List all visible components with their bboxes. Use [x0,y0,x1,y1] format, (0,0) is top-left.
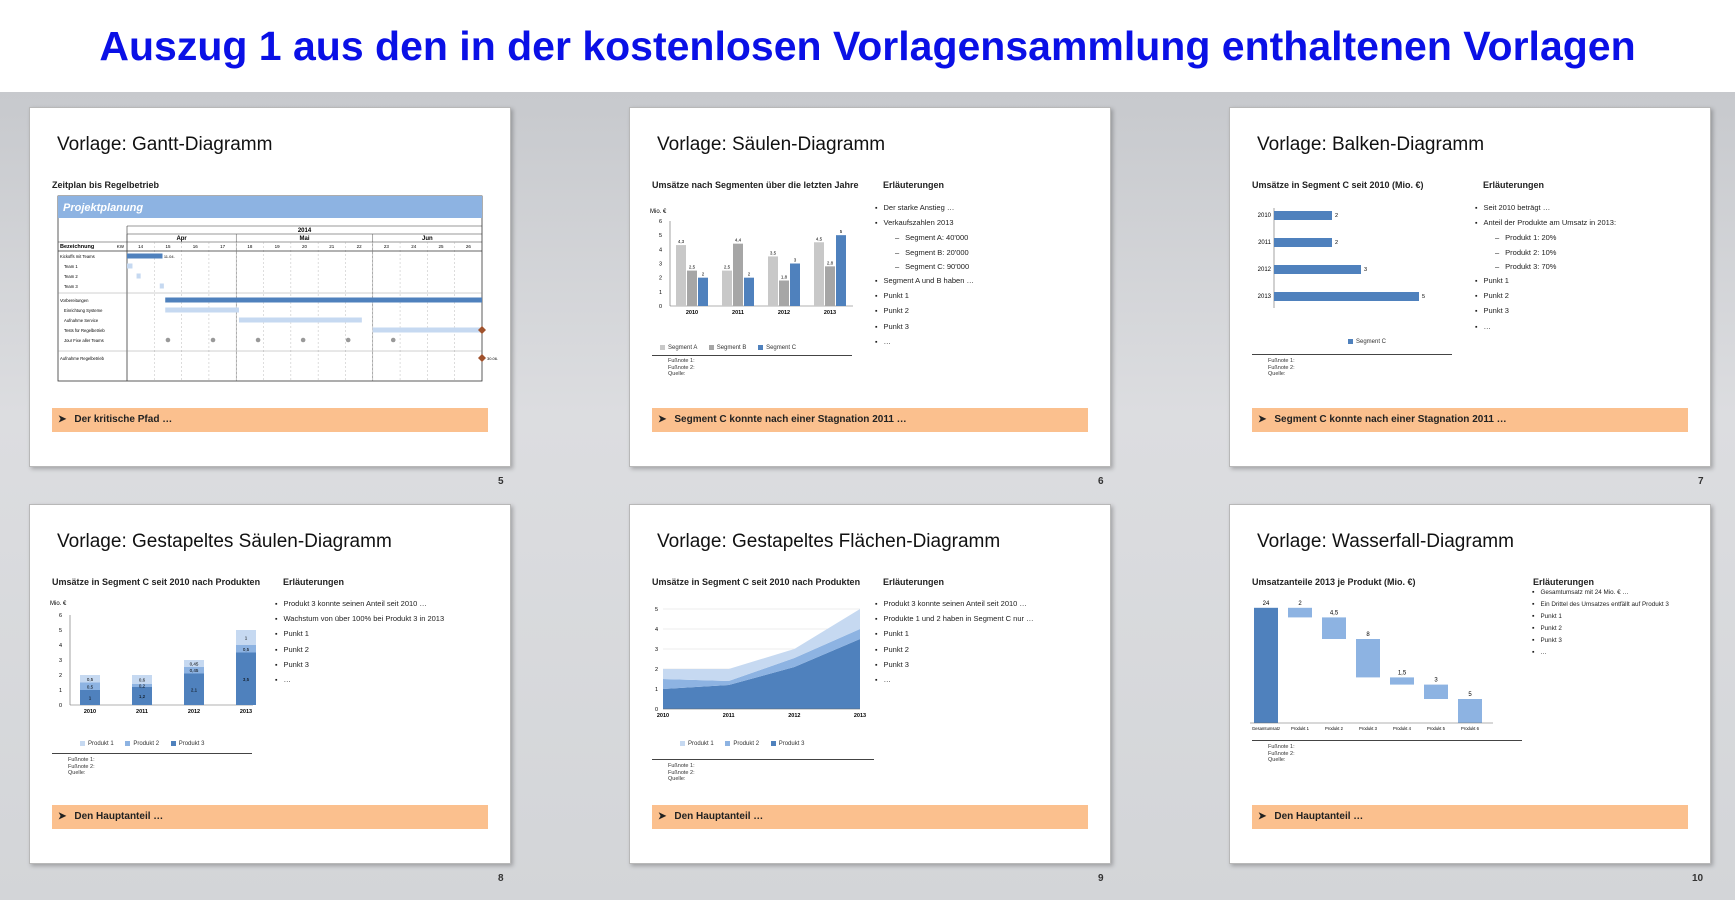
legend-swatch [1348,339,1353,344]
page-number: 5 [498,476,504,487]
bullet-item: ▪ Punkt 1 [275,627,444,642]
x-tick-label: 2011 [136,709,148,715]
data-label: 0,5 [86,684,94,690]
bullet-item: ▪ Segment A und B haben … [875,274,974,289]
waterfall-bar [1458,699,1482,723]
chart-legend [80,741,204,747]
chart-title: Umsatzanteile 2013 je Produkt (Mio. €) [1252,577,1416,587]
data-label: 0,6 [138,677,146,683]
bullet-item: ▪ Gesamtumsatz mit 24 Mio. € … [1532,587,1669,599]
bar [779,281,789,307]
y-tick-label: 1 [58,688,62,694]
x-tick-label: 2012 [187,709,201,715]
arrow-right-icon: ➤ [58,811,67,822]
explanation-bullets [1532,587,1669,659]
bar [744,278,754,306]
bar [676,245,686,306]
legend-label: Produkt 3 [778,741,805,748]
data-label: 2,5 [723,264,731,270]
bullet-item: ▪ Punkt 2 [875,304,974,319]
bar [1274,238,1332,247]
jour-fixe-dot [391,338,396,343]
callout-text: Den Hauptanteil … [674,811,764,822]
bullet-item: ▪ … [1475,320,1616,335]
explanation-bullets [1475,201,1616,335]
explanation-bullets [875,597,1034,688]
y-tick-label: 2012 [1257,267,1271,273]
gantt-row-label: Team 1 [64,264,78,269]
page-number: 7 [1698,476,1704,487]
y-tick-label: 5 [58,628,62,634]
callout-text: Segment C konnte nach einer Stagnation 2011 … [1274,414,1507,425]
legend-label: Produkt 2 [133,741,160,748]
x-tick-label: Produkt 2 [1325,726,1343,731]
footnotes: Fußnote 1: Fußnote 2: Quelle: [1268,358,1295,377]
footnote-divider [52,753,252,754]
x-tick-label: Produkt 1 [1291,726,1309,731]
x-tick-label: 2012 [788,713,801,719]
slide-title: Vorlage: Balken-Diagramm [1257,134,1485,155]
callout-box [52,805,488,829]
arrow-right-icon: ➤ [1258,414,1267,425]
gantt-week: 18 [247,244,253,249]
arrow-right-icon: ➤ [658,811,667,822]
gantt-week: 24 [411,244,417,249]
bullet-item: ▪ Punkt 1 [875,627,1034,642]
y-tick-label: 0 [654,707,658,713]
gantt-bar [165,298,482,303]
legend-label: Produkt 1 [88,741,114,748]
legend-swatch [709,345,714,350]
callout-box [52,408,488,432]
y-tick-label: 6 [58,613,62,619]
waterfall-chart [1248,593,1518,738]
stacked-area-chart [648,597,868,725]
data-label: 1 [244,635,248,641]
y-tick-label: 2010 [1257,213,1271,219]
bullet-item: ▪ Punkt 2 [875,643,1034,658]
bullet-item: – Segment C: 90'000 [875,260,974,274]
footnote-divider [652,759,874,760]
y-tick-label: 3 [58,658,62,664]
data-label: 4,3 [677,239,685,245]
gantt-row-label: Team 2 [64,274,78,279]
bullet-item: – Produkt 2: 10% [1475,246,1616,260]
y-tick-label: 6 [658,219,662,225]
explanations-title: Erläuterungen [883,577,945,587]
y-tick-label: 2 [58,673,62,679]
legend-swatch [660,345,665,350]
callout-box [1252,805,1688,829]
x-tick-label: Produkt 3 [1359,726,1377,731]
y-tick-label: 0 [58,703,62,709]
footnotes: Fußnote 1: Fußnote 2: Quelle: [668,358,695,377]
bar-chart [1248,208,1448,313]
legend-swatch [80,741,85,746]
bullet-item: ▪ Punkt 3 [875,320,974,335]
x-tick-label: Gesamtumsatz [1251,726,1281,731]
y-tick-label: 3 [658,261,662,268]
gantt-week: 25 [438,244,444,249]
slide-title: Vorlage: Gestapeltes Flächen-Diagramm [657,531,1001,552]
waterfall-bar [1424,685,1448,699]
gantt-bar [160,284,164,289]
data-label: 24 [1262,600,1270,607]
page-number: 10 [1692,873,1704,884]
gantt-week: 20 [301,244,308,249]
y-tick-label: 0 [658,304,662,310]
data-label: 8 [1366,632,1370,638]
y-tick-label: 4 [58,643,62,649]
legend-swatch [125,741,130,746]
gantt-bar [137,274,141,279]
gantt-row-label: Aufnahme Service [64,318,99,323]
bullet-item: ▪ Produkt 3 konnte seinen Anteil seit 2010 … [875,597,1034,612]
slide-title: Vorlage: Gestapeltes Säulen-Diagramm [57,531,392,552]
gantt-row-label: Aufnahme Regelbetrieb [60,356,104,361]
bullet-item: ▪ Anteil der Produkte am Umsatz in 2013: [1475,216,1616,231]
legend-swatch [171,741,176,746]
jour-fixe-dot [346,338,351,343]
page-number: 9 [1098,873,1104,884]
legend-swatch [680,741,685,746]
waterfall-bar [1356,639,1380,677]
gantt-chart [50,196,499,396]
callout-text: Den Hauptanteil … [1274,811,1364,822]
explanations-title: Erläuterungen [283,577,345,587]
data-label: 4,4 [734,237,742,243]
explanations-title: Erläuterungen [883,180,945,190]
bullet-item: ▪ … [1532,647,1669,659]
callout-text: Den Hauptanteil … [74,811,164,822]
y-tick-label: 4 [654,627,658,633]
gantt-week: 26 [465,244,471,249]
slide-thumbnail-bar-chart[interactable] [1229,107,1711,467]
arrow-right-icon: ➤ [658,414,667,425]
bar [733,244,743,306]
data-label: 2 [701,271,705,277]
gantt-month: Mai [299,236,310,242]
waterfall-bar [1390,677,1414,684]
bar [687,271,697,306]
jour-fixe-dot [211,338,216,343]
data-label: 2,1 [190,687,198,693]
bullet-item: ▪ Punkt 2 [275,643,444,658]
slide-thumbnail-column-chart[interactable] [629,107,1111,467]
y-tick-label: 1 [654,687,658,693]
data-label: 3 [793,257,797,263]
gantt-banner-label: Projektplanung [63,202,144,214]
bullet-item: – Segment B: 20'000 [875,246,974,260]
data-label: 2 [1298,600,1302,607]
legend-label: Segment C [766,345,797,352]
waterfall-bar [1322,617,1346,639]
bullet-item: ▪ Wachstum von über 100% bei Produkt 3 in 2013 [275,612,444,627]
data-label: 1,5 [1397,670,1407,677]
bar [768,256,778,306]
bullet-item: ▪ Punkt 3 [1532,635,1669,647]
data-label: 4,5 [815,236,823,242]
bar [825,266,835,306]
bar [722,271,732,306]
legend-swatch [725,741,730,746]
gantt-row-label: Team 3 [64,284,78,289]
data-label: 0,5 [242,646,250,652]
gantt-frame [58,196,482,381]
bar [1274,292,1419,301]
jour-fixe-dot [166,338,171,343]
chart-legend [660,345,796,351]
bullet-item: ▪ … [275,673,444,688]
bullet-item: ▪ Ein Drittel des Umsatzes entfällt auf Produkt 3 [1532,599,1669,611]
gantt-bar [127,254,163,259]
gantt-row-label: Kickoffs mit Teams [60,254,95,259]
data-label: 5 [839,229,843,235]
slide-thumbnail-waterfall-chart[interactable] [1229,504,1711,864]
x-tick-label: 2010 [656,713,670,719]
x-tick-label: 2013 [853,713,867,719]
chart-title: Umsätze in Segment C seit 2010 nach Produkten [52,577,261,587]
bullet-item: – Produkt 1: 20% [1475,231,1616,245]
x-tick-label: Produkt 4 [1393,726,1411,731]
bullet-item: ▪ … [875,673,1034,688]
bullet-item: – Segment A: 40'000 [875,231,974,245]
y-tick-label: 5 [654,607,658,613]
gantt-row-label: Jour Fixe aller Teams [64,338,104,343]
gantt-week: 22 [356,244,362,249]
bullet-item: ▪ Produkte 1 und 2 haben in Segment C nur … [875,612,1034,627]
gantt-column-header: Bezeichnung [60,244,95,250]
data-label: 2 [1335,240,1339,246]
callout-box [652,805,1088,829]
legend-label: Segment C [1356,339,1387,346]
data-label: 3,5 [242,676,250,682]
legend-swatch [771,741,776,746]
bullet-item: ▪ Punkt 3 [275,658,444,673]
x-tick-label: Produkt 5 [1427,726,1445,731]
callout-text: Der kritische Pfad … [74,414,173,425]
data-label: 5 [1468,692,1472,698]
data-label: 1,2 [138,694,146,699]
footnotes: Fußnote 1: Fußnote 2: Quelle: [68,757,95,776]
data-label: 0,2 [138,683,146,689]
data-label: 1 [88,695,92,701]
bar [1274,265,1361,274]
explanations-title: Erläuterungen [1533,577,1595,587]
bullet-item: ▪ Punkt 1 [1532,611,1669,623]
data-label: 2 [1335,213,1339,219]
y-tick-label: 1 [658,289,662,296]
gantt-bar [127,264,132,269]
chart-title: Umsätze in Segment C seit 2010 nach Produkten [652,577,861,587]
chart-title: Zeitplan bis Regelbetrieb [52,180,160,190]
gantt-row-label: Vorbereitungen [60,298,89,303]
x-tick-label: 2010 [685,310,699,316]
gantt-week: 14 [138,244,144,249]
footnote-divider [1252,740,1522,741]
gantt-week: 19 [274,244,280,249]
callout-box [1252,408,1688,432]
slide-title: Vorlage: Säulen-Diagramm [657,134,886,155]
slide-thumbnail-stacked-column-chart[interactable] [29,504,511,864]
data-label: 2 [747,271,751,277]
chart-title: Umsätze in Segment C seit 2010 (Mio. €) [1252,180,1424,190]
explanations-title: Erläuterungen [1483,180,1545,190]
gantt-week: 15 [165,244,171,249]
bar [1274,211,1332,220]
data-label: 3,5 [769,250,777,256]
bullet-item: ▪ Verkaufszahlen 2013 [875,216,974,231]
bullet-item: ▪ Der starke Anstieg … [875,201,974,216]
gantt-year: 2014 [297,228,312,234]
bullet-item: ▪ … [875,335,974,350]
footnotes: Fußnote 1: Fußnote 2: Quelle: [1268,744,1295,763]
legend-swatch [758,345,763,350]
bullet-item: ▪ Produkt 3 konnte seinen Anteil seit 2010 … [275,597,444,612]
legend-label: Segment B [716,345,747,352]
slide-thumbnail-stacked-area-chart[interactable] [629,504,1111,864]
gantt-bar [373,328,482,333]
gantt-month: Apr [176,236,187,242]
gantt-bar [165,308,239,313]
y-tick-label: 2 [654,667,658,673]
chart-legend [680,741,804,747]
arrow-right-icon: ➤ [1258,811,1267,822]
bullet-item: ▪ Punkt 1 [875,289,974,304]
x-tick-label: 2010 [83,709,97,715]
footnote-divider [652,355,852,356]
bar [836,235,846,306]
gantt-bar [239,318,362,323]
data-label: 0,5 [86,676,94,682]
legend-label: Produkt 1 [688,741,714,748]
callout-text: Segment C konnte nach einer Stagnation 2011 … [674,414,907,425]
x-tick-label: 2011 [732,310,744,316]
bar [814,242,824,306]
slide-title: Vorlage: Wasserfall-Diagramm [1257,531,1514,552]
x-tick-label: 2012 [777,310,791,316]
jour-fixe-dot [301,338,306,343]
x-tick-label: 2013 [823,310,837,316]
data-label: 3 [1434,677,1438,684]
arrow-right-icon: ➤ [58,414,67,425]
milestone-label: 30.06. [487,356,499,361]
explanation-bullets [875,201,974,350]
y-tick-label: 2 [658,275,662,282]
gantt-week: 17 [220,244,226,249]
legend-label: Produkt 3 [178,741,205,748]
data-label: 3 [1364,267,1368,273]
milestone-label: 11.04. [163,254,175,259]
footnotes: Fußnote 1: Fußnote 2: Quelle: [668,763,695,782]
bullet-item: ▪ Punkt 3 [1475,304,1616,319]
data-label: 2,5 [688,264,696,270]
y-tick-label: 2011 [1258,240,1271,246]
page-number: 8 [498,873,504,884]
gantt-week: 16 [192,244,198,249]
y-tick-label: 5 [658,233,662,240]
callout-box [652,408,1088,432]
bar [698,278,708,306]
gantt-week: 23 [383,244,389,249]
gantt-week: 21 [329,244,335,249]
bullet-item: ▪ Punkt 2 [1532,623,1669,635]
y-tick-label: 3 [654,647,658,653]
x-tick-label: 2013 [239,709,253,715]
page-number: 6 [1098,476,1104,487]
slide-thumbnail-gantt[interactable] [29,107,511,467]
y-unit-label: Mio. € [50,601,67,607]
column-chart [648,203,858,323]
data-label: 0,45 [189,668,199,674]
legend-label: Produkt 2 [733,741,760,748]
chart-title: Umsätze nach Segmenten über die letzten Jahre [652,180,859,190]
footnote-divider [1252,354,1452,355]
data-label: 4,5 [1329,610,1339,617]
bullet-item: ▪ Punkt 3 [875,658,1034,673]
y-unit-label: Mio. € [650,209,667,215]
bullet-item: ▪ Seit 2010 beträgt … [1475,201,1616,216]
gantt-kw-label: KW [116,244,124,249]
gantt-row-label: Tests für Regelbetrieb [64,328,105,333]
slide-title: Vorlage: Gantt-Diagramm [57,134,273,155]
jour-fixe-dot [256,338,261,343]
bullet-item: – Produkt 3: 70% [1475,260,1616,274]
stacked-column-chart [48,597,258,722]
data-label: 0,45 [189,661,199,667]
gantt-row-label: Einrichtung Systeme [64,308,103,313]
page-title: Auszug 1 aus den in der kostenlosen Vorlagensammlung enthaltenen Vorlagen [99,23,1636,69]
data-label: 5 [1422,294,1426,300]
legend-label: Segment A [668,345,698,352]
y-tick-label: 2013 [1257,294,1271,300]
waterfall-bar [1254,608,1278,723]
bullet-item: ▪ Punkt 1 [1475,274,1616,289]
y-tick-label: 4 [658,247,662,254]
x-tick-label: 2011 [722,713,735,719]
data-label: 2,8 [826,260,834,266]
data-label: 1,8 [780,274,788,280]
chart-legend [1348,339,1386,345]
bar [790,264,800,307]
waterfall-bar [1288,608,1312,618]
gantt-month: Jun [422,236,433,242]
explanation-bullets [275,597,444,688]
x-tick-label: Produkt 6 [1461,726,1479,731]
bullet-item: ▪ Punkt 2 [1475,289,1616,304]
